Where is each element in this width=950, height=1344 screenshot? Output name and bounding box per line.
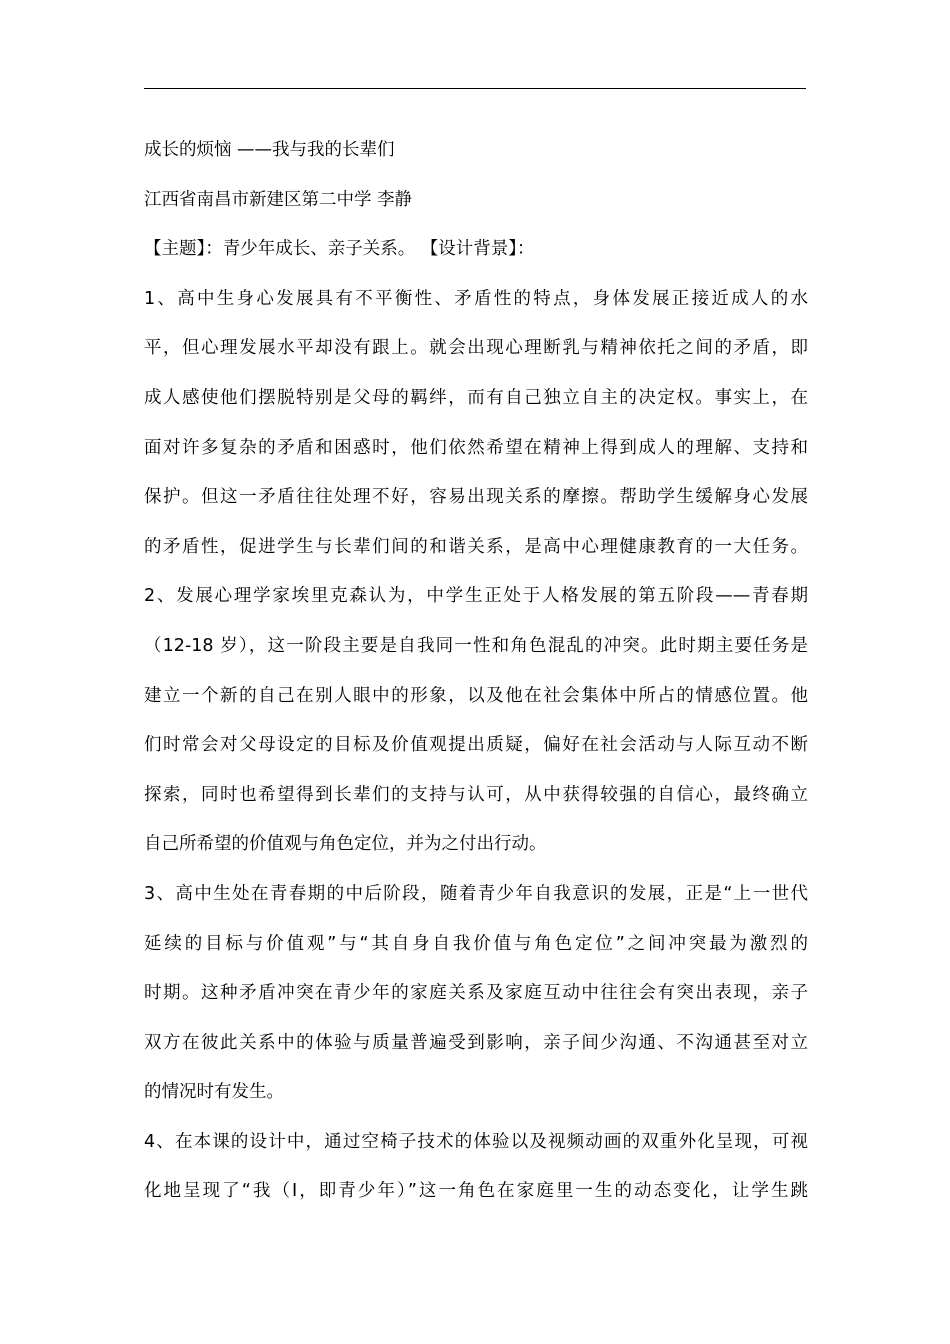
theme-line: 【主题】：青少年成长、亲子关系。 【设计背景】： [144, 239, 535, 260]
paragraph-line: 的情况时有发生。 [144, 1082, 284, 1103]
paragraph-line: 保护。但这一矛盾往往处理不好，容易出现关系的摩擦。帮助学生缓解身心发展 [144, 487, 808, 508]
paragraph-line: 3、高中生处在青春期的中后阶段，随着青少年自我意识的发展，正是“上一世代 [144, 883, 808, 904]
paragraph-line: 面对许多复杂的矛盾和困惑时，他们依然希望在精神上得到成人的理解、支持和 [144, 437, 808, 458]
paragraph-line: 时期。这种矛盾冲突在青少年的家庭关系及家庭互动中往往会有突出表现，亲子 [144, 983, 808, 1004]
header-rule [144, 88, 806, 89]
paragraph-line: 的矛盾性，促进学生与长辈们间的和谐关系，是高中心理健康教育的一大任务。 [144, 536, 808, 557]
paragraph-1 [144, 275, 808, 573]
paragraph-2 [144, 572, 808, 870]
paragraph-line: 建立一个新的自己在别人眼中的形象，以及他在社会集体中所占的情感位置。他 [144, 685, 808, 706]
document-title: 成长的烦恼 ——我与我的长辈们 [144, 140, 395, 160]
paragraph-4 [144, 1118, 808, 1217]
paragraph-line: 自己所希望的价值观与角色定位，并为之付出行动。 [144, 834, 547, 855]
paragraph-line: （12-18 岁），这一阶段主要是自我同一性和角色混乱的冲突。此时期主要任务是 [144, 635, 808, 656]
paragraph-3 [144, 870, 808, 1118]
paragraph-line: 2、发展心理学家埃里克森认为，中学生正处于人格发展的第五阶段——青春期 [144, 586, 808, 607]
paragraph-line: 延续的目标与价值观”与“其自身自我价值与角色定位”之间冲突最为激烈的 [144, 933, 808, 954]
paragraph-line: 4、在本课的设计中，通过空椅子技术的体验以及视频动画的双重外化呈现，可视 [144, 1131, 808, 1152]
paragraph-line: 成人感使他们摆脱特别是父母的羁绊，而有自己独立自主的决定权。事实上，在 [144, 387, 808, 408]
author-line: 江西省南昌市新建区第二中学 李静 [144, 189, 413, 210]
paragraph-line: 1、高中生身心发展具有不平衡性、矛盾性的特点，身体发展正接近成人的水 [144, 288, 808, 309]
document-body [144, 126, 808, 1217]
paragraph-line: 化地呈现了“我（I，即青少年）”这一角色在家庭里一生的动态变化，让学生跳 [144, 1181, 808, 1202]
paragraph-line: 平，但心理发展水平却没有跟上。就会出现心理断乳与精神依托之间的矛盾，即 [144, 338, 808, 359]
paragraph-line: 双方在彼此关系中的体验与质量普遍受到影响，亲子间少沟通、不沟通甚至对立 [144, 1032, 808, 1053]
paragraph-line: 探索，同时也希望得到长辈们的支持与认可，从中获得较强的自信心，最终确立 [144, 784, 808, 805]
paragraph-line: 们时常会对父母设定的目标及价值观提出质疑，偏好在社会活动与人际互动不断 [144, 735, 808, 756]
